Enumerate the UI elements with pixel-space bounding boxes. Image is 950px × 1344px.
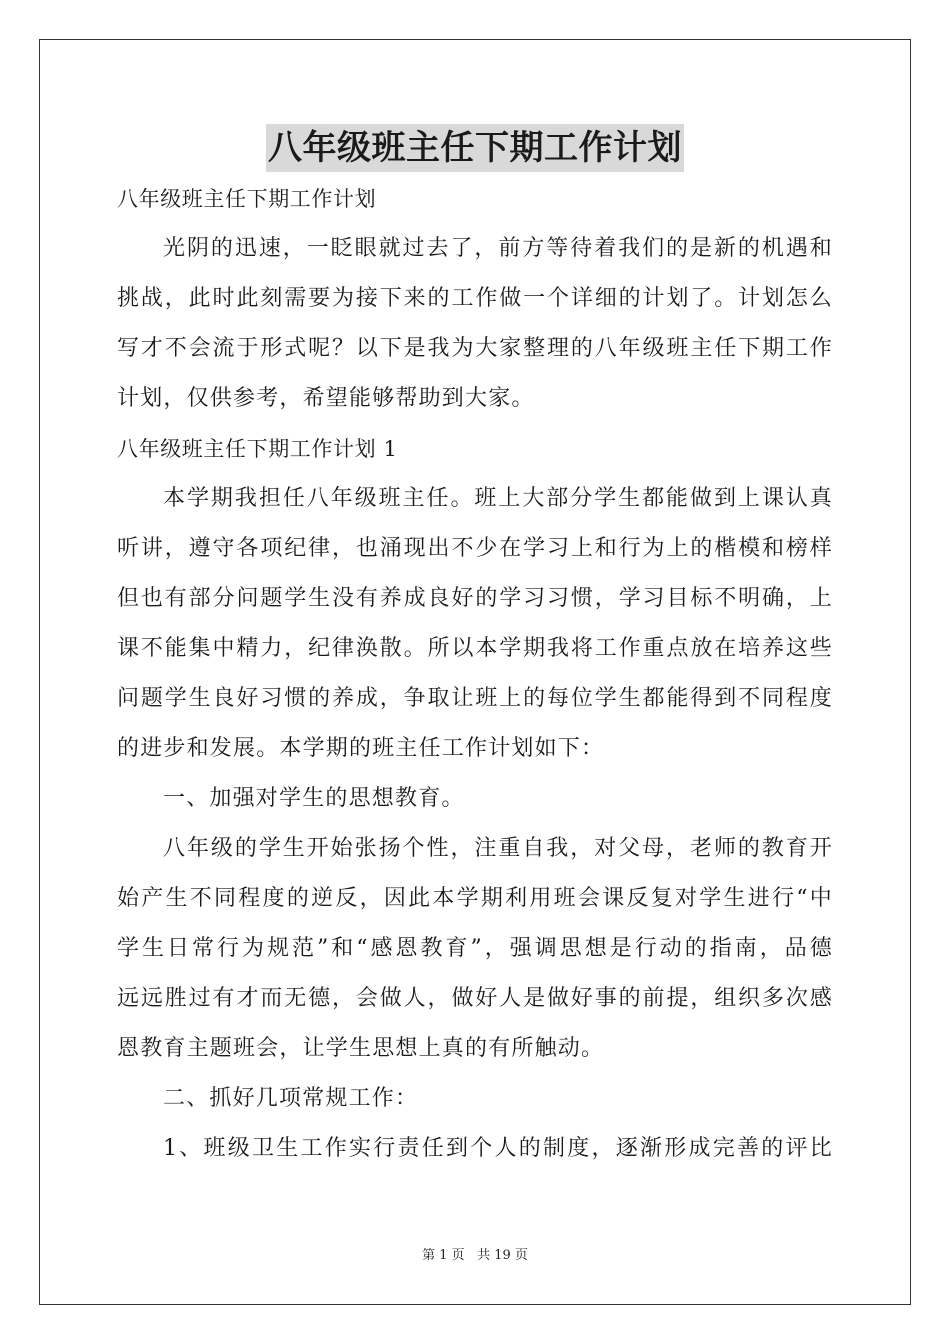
item-heading: 一、加强对学生的思想教育。: [163, 786, 465, 811]
paragraph-line: 听讲，遵守各项纪律，也涌现出不少在学习上和行为上的楷模和榜样: [117, 536, 833, 561]
paragraph-line: 问题学生良好习惯的养成，争取让班上的每位学生都能得到不同程度: [117, 686, 833, 711]
paragraph-line: 学生日常行为规范”和“感恩教育”，强调思想是行动的指南，品德: [117, 936, 833, 961]
paragraph-line: 恩教育主题班会，让学生思想上真的有所触动。: [117, 1036, 605, 1061]
page-footer: [0, 1246, 950, 1266]
paragraph-line: 光阴的迅速，一眨眼就过去了，前方等待着我们的是新的机遇和: [163, 236, 833, 261]
page-total: 共 19 页: [477, 1248, 528, 1263]
paragraph-line: 但也有部分问题学生没有养成良好的学习习惯，学习目标不明确，上: [117, 586, 833, 611]
paragraph-line: 计划，仅供参考，希望能够帮助到大家。: [117, 386, 535, 411]
page-number: 第 1 页: [422, 1248, 465, 1263]
paragraph-line: 1、班级卫生工作实行责任到个人的制度，逐渐形成完善的评比: [163, 1136, 833, 1161]
paragraph-line: 课不能集中精力，纪律涣散。所以本学期我将工作重点放在培养这些: [117, 636, 833, 661]
paragraph-line: 始产生不同程度的逆反，因此本学期利用班会课反复对学生进行“中: [117, 886, 833, 911]
paragraph-line: 远远胜过有才而无德，会做人，做好人是做好事的前提，组织多次感: [117, 986, 833, 1011]
paragraph-line: 写才不会流于形式呢？以下是我为大家整理的八年级班主任下期工作: [117, 336, 833, 361]
document-body: [117, 174, 833, 1174]
paragraph-line: 本学期我担任八年级班主任。班上大部分学生都能做到上课认真: [163, 486, 833, 511]
document-title: 八年级班主任下期工作计划: [266, 124, 684, 172]
paragraph-line: 八年级的学生开始张扬个性，注重自我，对父母，老师的教育开: [163, 836, 833, 861]
paragraph-line: 的进步和发展。本学期的班主任工作计划如下：: [117, 736, 605, 761]
title-container: [0, 124, 950, 172]
item-heading: 二、抓好几项常规工作：: [163, 1086, 419, 1111]
body-heading: 八年级班主任下期工作计划: [117, 187, 377, 211]
paragraph-line: 挑战，此时此刻需要为接下来的工作做一个详细的计划了。计划怎么: [117, 286, 833, 311]
section-heading: 八年级班主任下期工作计划 1: [117, 437, 398, 461]
